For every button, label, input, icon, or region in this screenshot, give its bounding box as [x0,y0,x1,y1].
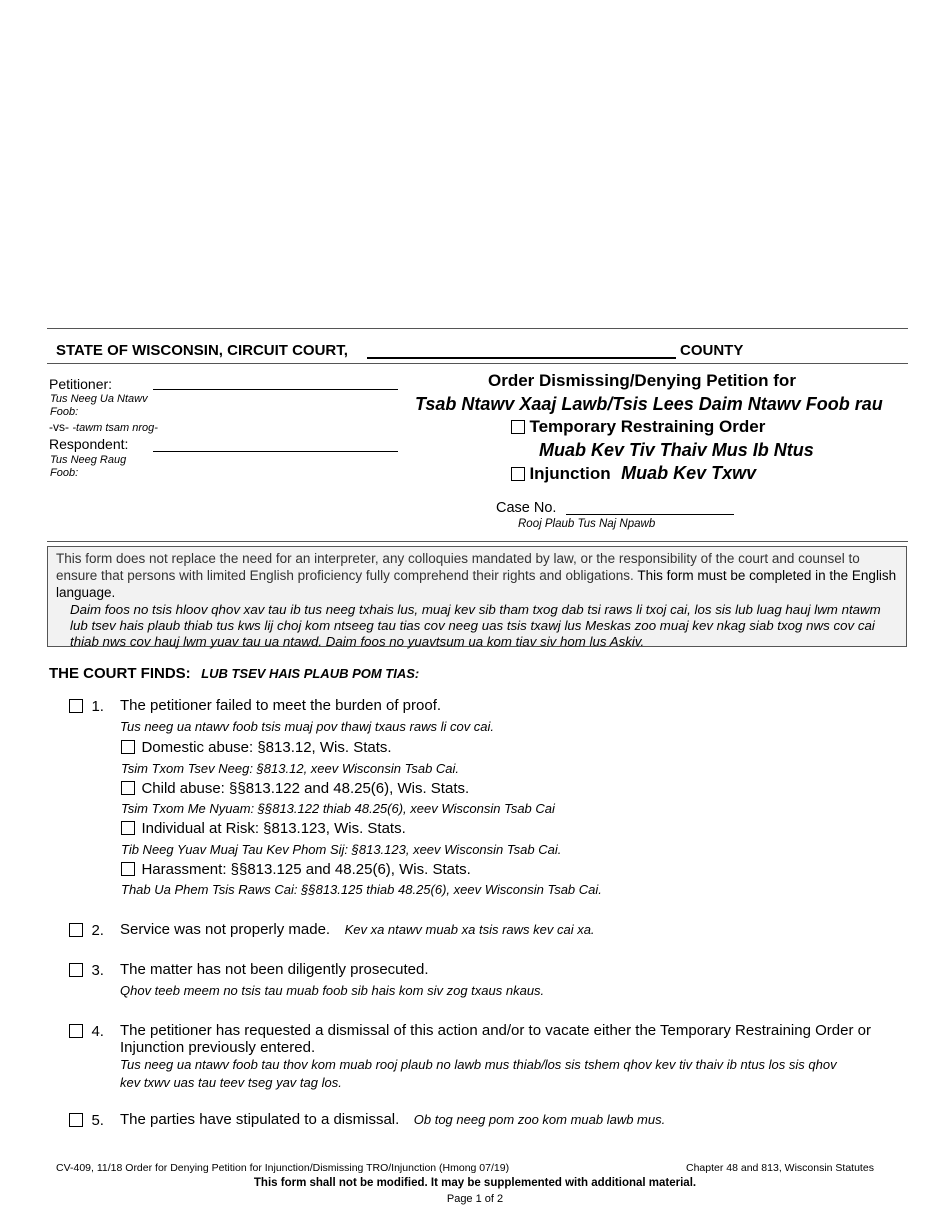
versus-hmong: -tawm tsam nrog- [72,422,158,434]
form-title-hmong: Tsab Ntawv Xaaj Lawb/Tsis Lees Daim Ntawv Foob rau [415,394,883,414]
finding-2-line [120,921,595,939]
finding-3-text: The matter has not been diligently prosecuted. [120,961,429,978]
top-rule [47,328,908,329]
tro-checkbox[interactable] [511,420,525,434]
findings-heading-hmong: LUB TSEV HAIS PLAUB POM TIAS: [201,666,420,681]
individual-at-risk-option[interactable] [121,820,406,838]
injunction-option[interactable] [511,463,756,484]
finding-1-checkbox[interactable] [69,699,83,713]
finding-2-text: Service was not properly made. [120,921,331,938]
form-id: CV-409, 11/18 Order for Denying Petition for Injunction/Dismissing TRO/Injunction (Hmong 07/19) [56,1162,510,1174]
finding-5-hmong: Ob tog neeg pom zoo kom muab lawb mus. [413,1112,666,1127]
versus-line [49,420,158,434]
child-abuse-checkbox[interactable] [121,781,135,795]
page-number: Page 1 of 2 [446,1193,504,1205]
finding-5[interactable] [69,1112,104,1130]
finding-1-text: The petitioner failed to meet the burden of proof. [120,697,442,714]
child-abuse-label: Child abuse: §§813.122 and 48.25(6), Wis. Stats. [141,780,470,797]
finding-4-number: 4. [91,1023,104,1040]
findings-heading [49,665,419,683]
modification-warning: This form shall not be modified. It may be supplemented with additional material. [253,1177,697,1189]
respondent-hmong-label: Tus Neeg Raug [50,454,127,466]
injunction-hmong-label: Muab Kev Txwv [621,463,757,483]
injunction-checkbox[interactable] [511,467,525,481]
child-abuse-hmong: Tsim Txom Me Nyuam: §§813.122 thiab 48.25(6), xeev Wisconsin Tsab Cai [121,801,555,816]
finding-5-text: The parties have stipulated to a dismissal. [120,1111,400,1128]
tro-label: Temporary Restraining Order [529,417,766,436]
statute-reference: Chapter 48 and 813, Wisconsin Statutes [686,1162,874,1174]
individual-at-risk-label: Individual at Risk: §813.123, Wis. Stats. [141,820,406,837]
case-no-label: Case No. [496,500,557,516]
finding-4[interactable] [69,1023,104,1041]
finding-3-checkbox[interactable] [69,963,83,977]
findings-heading-en: THE COURT FINDS: [49,665,191,682]
harassment-checkbox[interactable] [121,862,135,876]
finding-5-checkbox[interactable] [69,1113,83,1127]
finding-4-hmong-b: kev txwv uas tau teev tseg yav tag los. [120,1075,342,1090]
finding-4-text-a: The petitioner has requested a dismissal of this action and/or to vacate either the Temporary Restraining Order or [120,1022,871,1039]
harassment-label: Harassment: §§813.125 and 48.25(6), Wis. Stats. [141,861,471,878]
notice-english-a: This form does not replace the need for an interpreter, any colloquies mandated by law, or the responsibility of the court and counsel to ensure that persons with limited English proficiency fully comprehend their rights and obligations. [56,551,860,583]
notice-hmong: Daim foos no tsis hloov qhov xav tau ib tus neeg txhais lus, muaj kev sib tham txog dab tsi raws li txoj cai, los sis lub luag hauj lwm ntawm lub tsev hais plaub thiab tus kws lij choj kom ntseeg tau tias cov neeg uas tsis txawj lus Meskas zoo muaj kev nkag siab txog nws cov cai thiab nws cov hauj lwm yuav tau ua ntawd. Daim foos no yuavtsum ua kom tiav siv hom lus Askiv. [70,602,881,649]
child-abuse-option[interactable] [121,780,469,798]
finding-2-number: 2. [91,922,104,939]
county-label: COUNTY [680,342,744,359]
case-no-hmong-label: Rooj Plaub Tus Naj Npawb [518,518,656,530]
petitioner-hmong-label-2: Foob: [50,406,79,418]
header-rule [47,363,908,364]
individual-at-risk-checkbox[interactable] [121,821,135,835]
form-title: Order Dismissing/Denying Petition for [488,371,796,390]
domestic-abuse-hmong: Tsim Txom Tsev Neeg: §813.12, xeev Wisconsin Tsab Cai. [121,761,460,776]
notice-english-b: This form must be completed in the English language. [56,568,897,600]
domestic-abuse-checkbox[interactable] [121,740,135,754]
interpreter-notice [47,546,907,647]
respondent-field[interactable] [153,451,398,452]
petitioner-label: Petitioner: [49,376,113,392]
finding-3-number: 3. [91,962,104,979]
domestic-abuse-label: Domestic abuse: §813.12, Wis. Stats. [141,739,392,756]
respondent-hmong-label-2: Foob: [50,467,79,479]
petitioner-hmong-label: Tus Neeg Ua Ntawv [50,393,148,405]
finding-1-number: 1. [91,698,104,715]
finding-4-text-b: Injunction previously entered. [120,1039,316,1056]
court-heading: STATE OF WISCONSIN, CIRCUIT COURT, [56,342,348,359]
harassment-hmong: Thab Ua Phem Tsis Raws Cai: §§813.125 thiab 48.25(6), xeev Wisconsin Tsab Cai. [121,882,602,897]
domestic-abuse-option[interactable] [121,739,392,757]
individual-at-risk-hmong: Tib Neeg Yuav Muaj Tau Kev Phom Sij: §813.123, xeev Wisconsin Tsab Cai. [121,842,562,857]
finding-3[interactable] [69,962,104,980]
finding-5-line [120,1111,665,1129]
finding-4-hmong-a: Tus neeg ua ntawv foob tau thov kom muab rooj plaub no lawb mus thiab/los sis tshem qhov kev tiv thaiv ib ntus los sis qhov [120,1057,837,1072]
case-no-field[interactable] [566,514,734,515]
county-name-field[interactable] [367,357,676,359]
finding-2-checkbox[interactable] [69,923,83,937]
finding-5-number: 5. [91,1112,104,1129]
finding-1[interactable] [69,698,104,716]
tro-hmong-label: Muab Kev Tiv Thaiv Mus Ib Ntus [539,440,814,460]
harassment-option[interactable] [121,861,471,879]
title-bottom-rule [47,541,908,542]
petitioner-field[interactable] [153,389,398,390]
injunction-label: Injunction [529,464,611,483]
finding-2-hmong: Kev xa ntawv muab xa tsis raws kev cai xa. [344,922,595,937]
tro-option[interactable] [511,417,765,437]
versus-label: -vs- [49,420,69,434]
respondent-label: Respondent: [49,436,129,452]
finding-3-hmong: Qhov teeb meem no tsis tau muab foob sib hais kom siv zog txaus nkaus. [120,983,545,998]
finding-4-checkbox[interactable] [69,1024,83,1038]
finding-1-hmong: Tus neeg ua ntawv foob tsis muaj pov thawj txaus raws li cov cai. [120,719,495,734]
finding-2[interactable] [69,922,104,940]
